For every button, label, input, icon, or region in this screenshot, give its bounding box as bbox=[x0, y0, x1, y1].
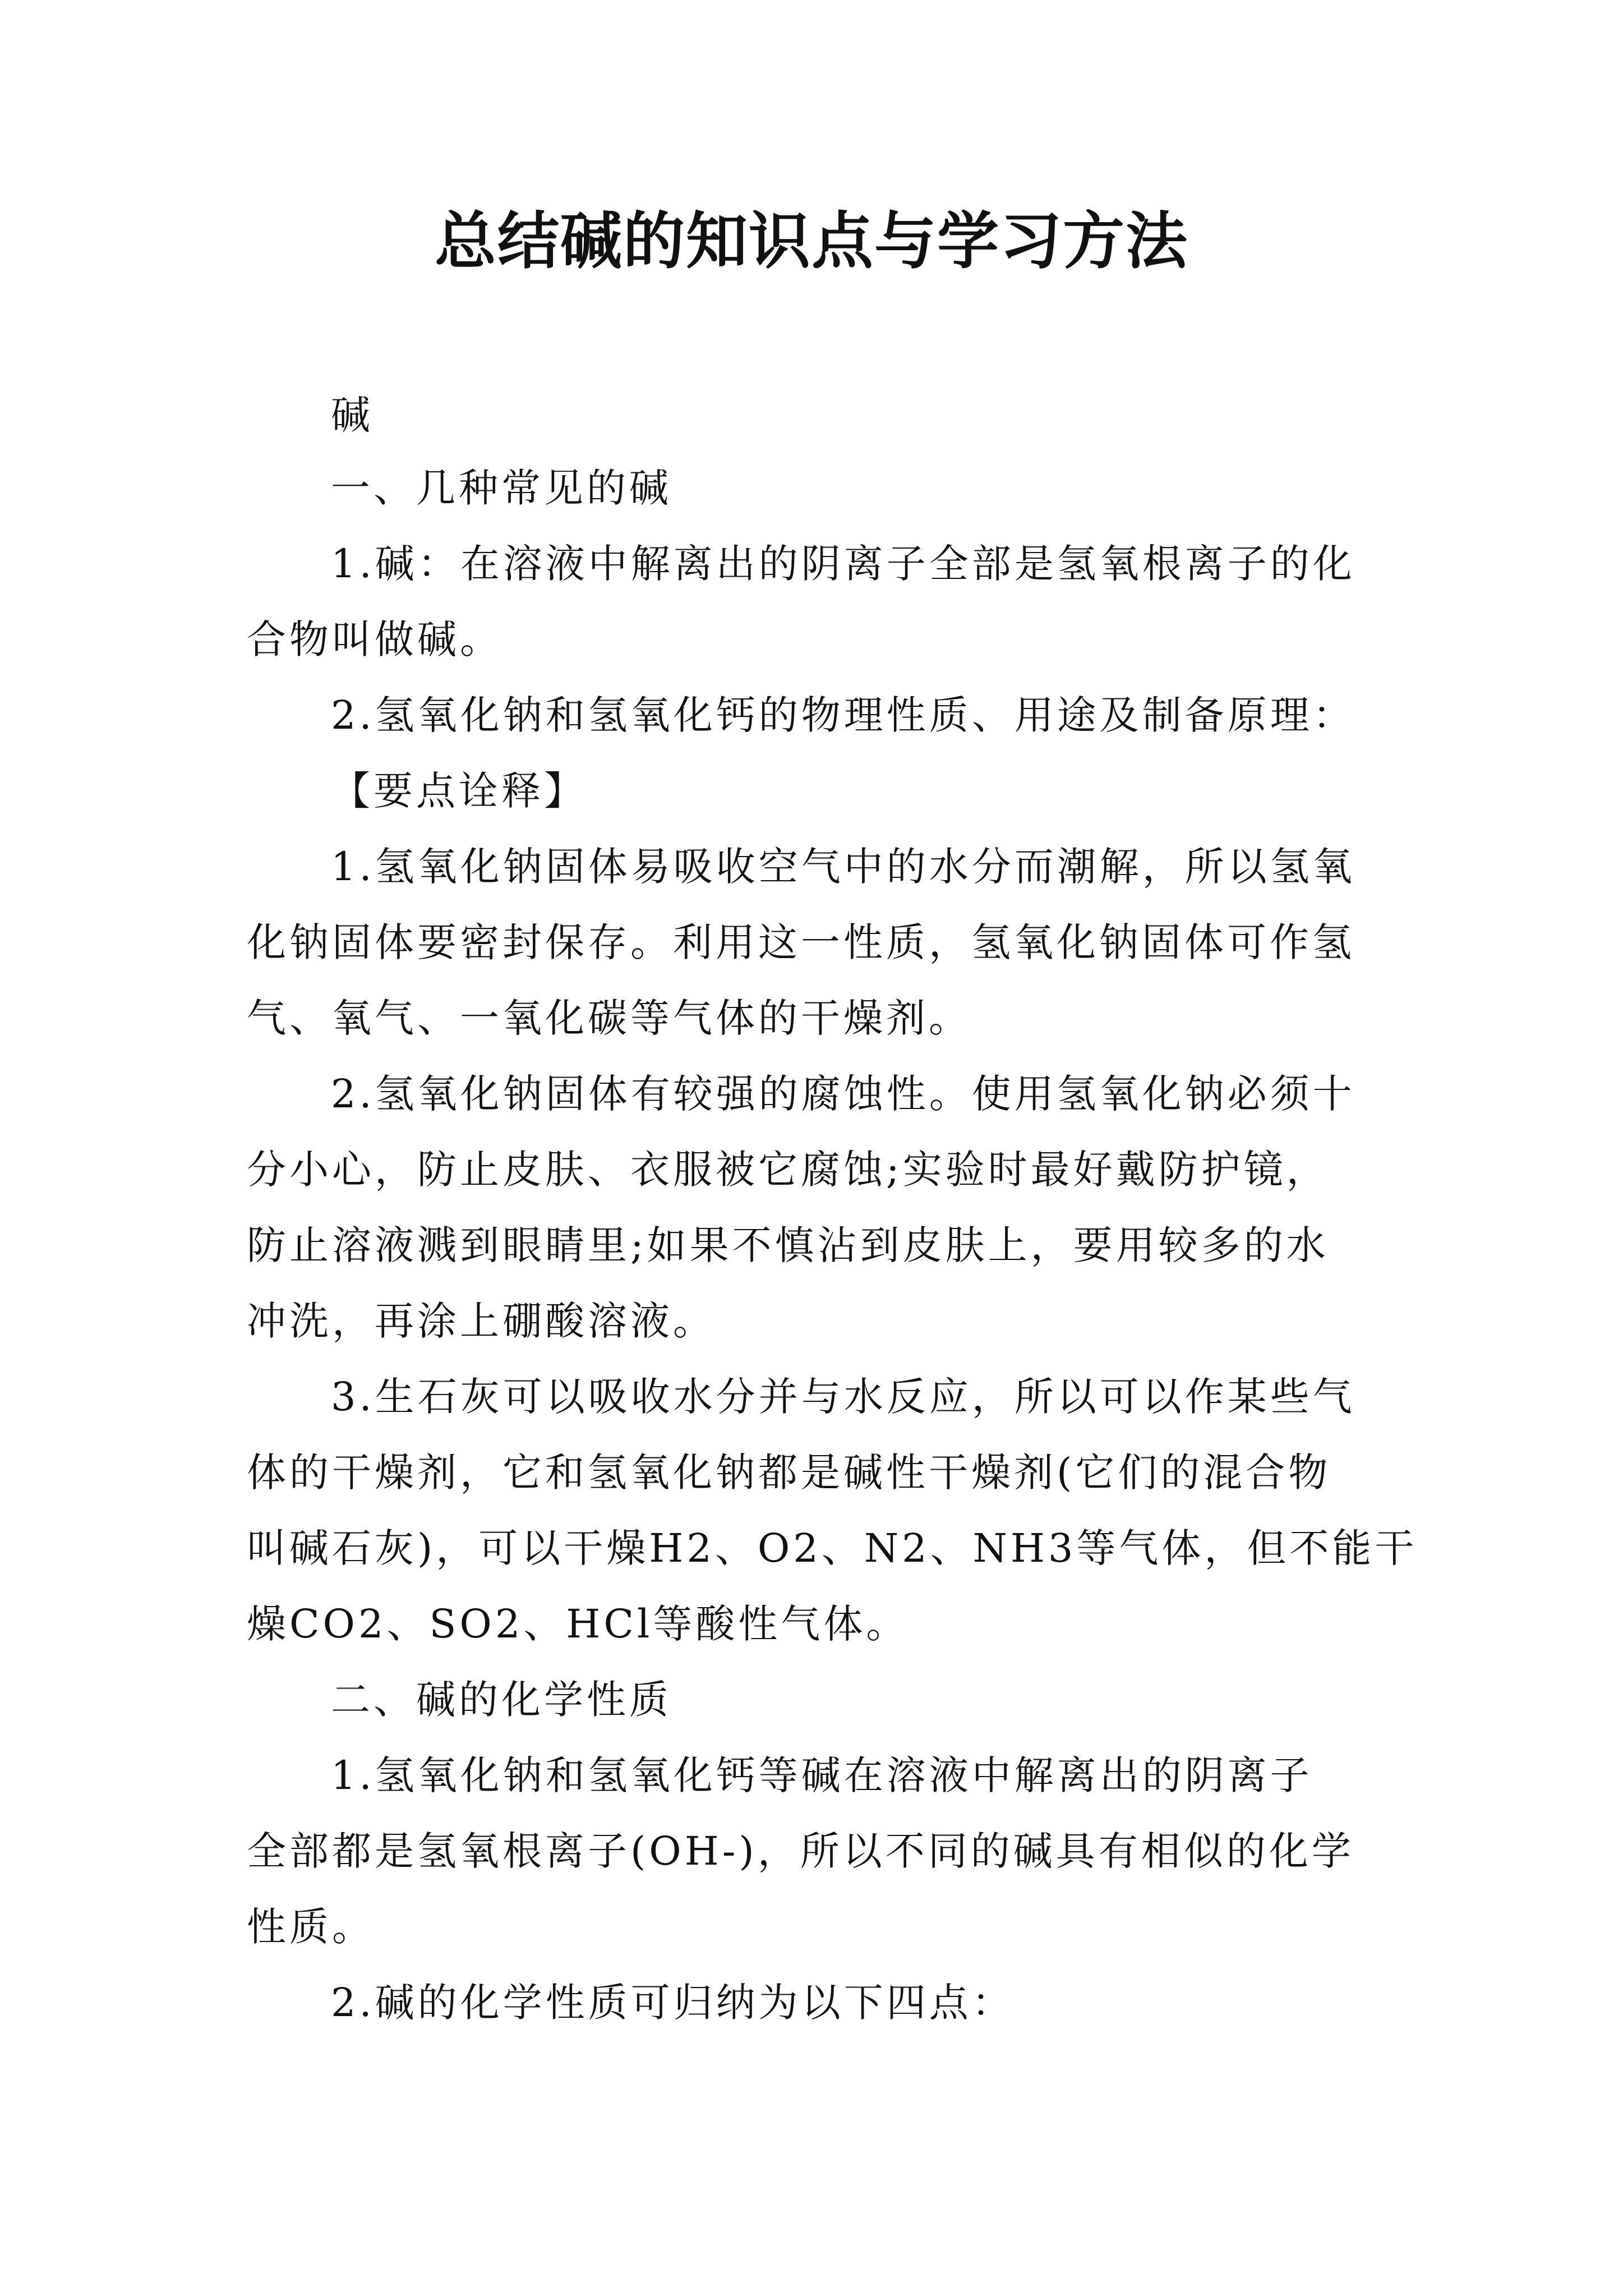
paragraph-line: 1.碱：在溶液中解离出的阴离子全部是氢氧根离子的化 bbox=[331, 541, 1355, 587]
paragraph-line: 2.碱的化学性质可归纳为以下四点： bbox=[331, 1980, 1015, 2026]
paragraph-line: 冲洗，再涂上硼酸溶液。 bbox=[247, 1298, 716, 1344]
paragraph-line: 防止溶液溅到眼睛里;如果不慎沾到皮肤上，要用较多的水 bbox=[247, 1222, 1329, 1268]
paragraph-line: 气、氧气、一氧化碳等气体的干燥剂。 bbox=[247, 995, 971, 1041]
paragraph-line: 化钠固体要密封保存。利用这一性质，氢氧化钠固体可作氢 bbox=[247, 919, 1355, 965]
paragraph-line: 体的干燥剂，它和氢氧化钠都是碱性干燥剂(它们的混合物 bbox=[247, 1450, 1331, 1496]
paragraph-line: 3.生石灰可以吸收水分并与水反应，所以可以作某些气 bbox=[331, 1374, 1355, 1420]
paragraph-heading-key-points: 【要点诠释】 bbox=[331, 768, 587, 814]
paragraph-line: 1.氢氧化钠固体易吸收空气中的水分而潮解，所以氢氧 bbox=[331, 844, 1355, 890]
paragraph-line: 性质。 bbox=[247, 1904, 375, 1950]
paragraph-line: 1.氢氧化钠和氢氧化钙等碱在溶液中解离出的阴离子 bbox=[331, 1752, 1313, 1798]
paragraph-line: 2.氢氧化钠固体有较强的腐蚀性。使用氢氧化钠必须十 bbox=[331, 1071, 1355, 1117]
section-heading-1: 一、几种常见的碱 bbox=[331, 465, 672, 511]
paragraph-line: 分小心，防止皮肤、衣服被它腐蚀;实验时最好戴防护镜， bbox=[247, 1147, 1329, 1193]
paragraph-heading-base: 碱 bbox=[331, 392, 374, 438]
paragraph-line: 全部都是氢氧根离子(OH-)，所以不同的碱具有相似的化学 bbox=[247, 1828, 1354, 1874]
section-heading-2: 二、碱的化学性质 bbox=[331, 1677, 672, 1723]
paragraph-line: 2.氢氧化钠和氢氧化钙的物理性质、用途及制备原理： bbox=[331, 692, 1355, 738]
paragraph-line: 合物叫做碱。 bbox=[247, 616, 502, 662]
paragraph-line: 叫碱石灰)，可以干燥H2、O2、N2、NH3等气体，但不能干 bbox=[247, 1525, 1418, 1571]
paragraph-line: 燥CO2、SO2、HCl等酸性气体。 bbox=[247, 1601, 909, 1647]
document-title: 总结碱的知识点与学习方法 bbox=[435, 205, 1188, 277]
